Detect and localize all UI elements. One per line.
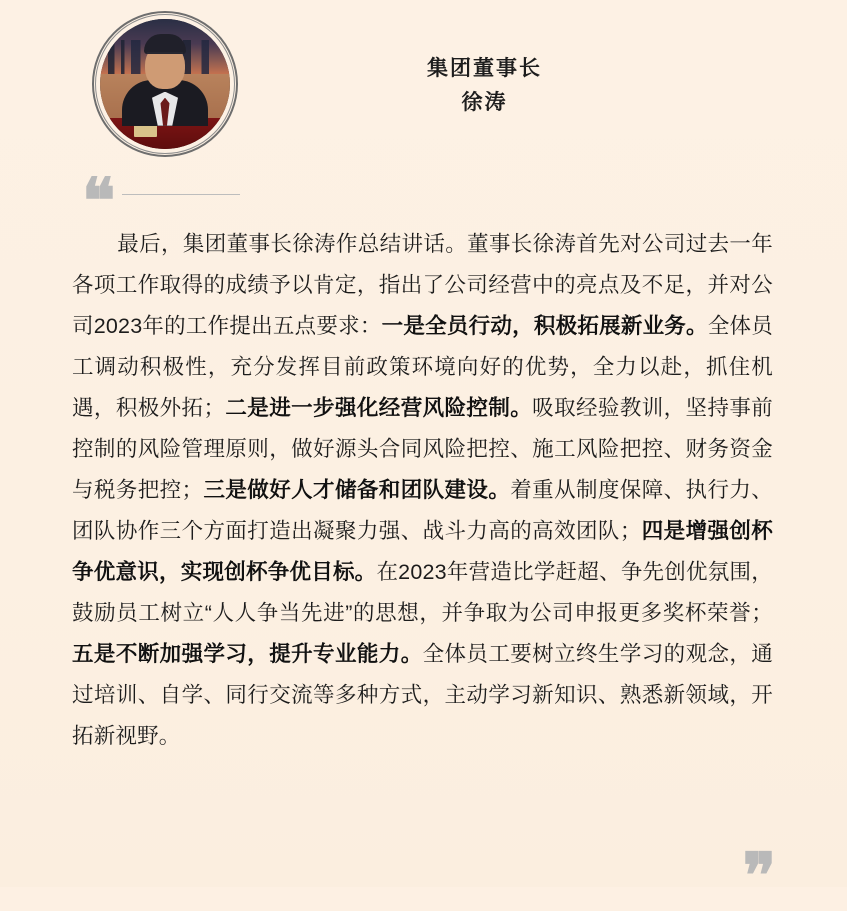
portrait-photo bbox=[100, 19, 230, 149]
avatar bbox=[92, 11, 242, 161]
quote-close-decoration: ❞ bbox=[742, 842, 773, 911]
quote-open-decoration: ❝ bbox=[82, 178, 847, 210]
article-header bbox=[0, 0, 847, 150]
emphasis-text: 二是进一步强化经营风险控制。 bbox=[225, 396, 533, 420]
photo-person-hair bbox=[144, 34, 186, 54]
emphasis-text: 四是增强创杯争优意识，实现创杯争优目标。 bbox=[72, 519, 774, 584]
article-paragraph bbox=[72, 232, 773, 748]
emphasis-text: 五是不断加强学习，提升专业能力。 bbox=[72, 642, 423, 666]
body-text-run: 吸取经验教训，坚持事前控制的风险管理原则，做好源头合同风险把控、施工风险把控、财务资金与税务把控； bbox=[72, 396, 773, 502]
page-title bbox=[242, 52, 847, 120]
body-text-run: 着重从制度保障、执行力、团队协作三个方面打造出凝聚力强、战斗力高的高效团队； bbox=[72, 478, 773, 543]
article-body bbox=[72, 224, 773, 757]
quote-open-rule bbox=[122, 194, 240, 195]
title-role: 集团董事长 bbox=[427, 57, 542, 80]
emphasis-text: 一是全员行动，积极拓展新业务。 bbox=[381, 314, 708, 338]
body-text-run: 最后，集团董事长徐涛作总结讲话。董事长徐涛首先对公司过去一年各项工作取得的成绩予以肯定，指出了公司经营中的亮点及不足，并对公司2023年的工作提出五点要求： bbox=[72, 232, 773, 338]
title-name: 徐涛 bbox=[461, 91, 508, 114]
body-text-run: 全体员工要树立终生学习的观念，通过培训、自学、同行交流等多种方式，主动学习新知识、熟悉新领域，开拓新视野。 bbox=[72, 642, 774, 748]
emphasis-text: 三是做好人才储备和团队建设。 bbox=[203, 478, 511, 502]
body-text-run: 全体员工调动积极性，充分发挥目前政策环境向好的优势，全力以赴，抓住机遇，积极外拓； bbox=[72, 314, 774, 420]
photo-person-glasses bbox=[147, 52, 183, 63]
body-text-run: 在2023年营造比学赶超、争先创优氛围，鼓励员工树立“人人争当先进”的思想，并争取为公司申报更多奖杯荣誉； bbox=[72, 560, 773, 625]
